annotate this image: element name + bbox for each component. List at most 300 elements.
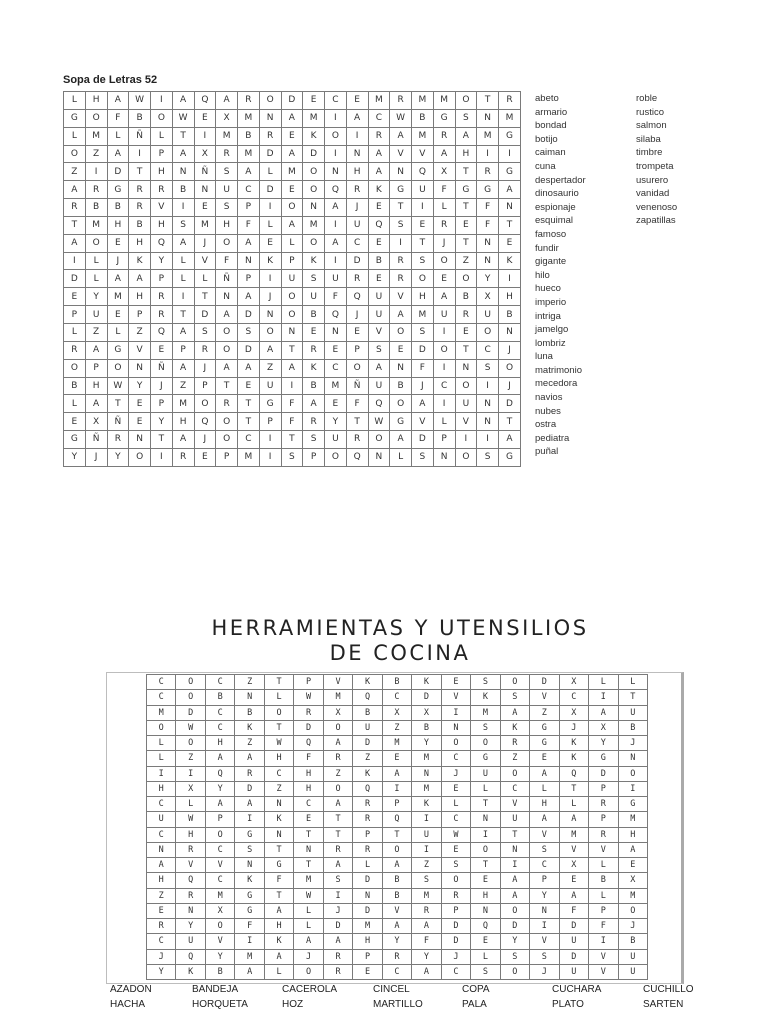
grid-cell[interactable]: A xyxy=(382,919,411,934)
grid-cell[interactable]: B xyxy=(129,109,151,127)
grid-cell[interactable]: A xyxy=(499,431,521,449)
grid-cell[interactable]: F xyxy=(477,199,499,217)
grid-cell[interactable]: A xyxy=(412,919,441,934)
grid-cell[interactable]: X xyxy=(559,705,588,720)
grid-cell[interactable]: H xyxy=(455,145,477,163)
grid-cell[interactable]: H xyxy=(85,92,107,110)
grid-cell[interactable]: L xyxy=(194,270,216,288)
grid-cell[interactable]: F xyxy=(264,873,293,888)
grid-cell[interactable]: C xyxy=(500,781,529,796)
grid-cell[interactable]: T xyxy=(107,395,129,413)
grid-cell[interactable]: S xyxy=(412,873,441,888)
grid-cell[interactable]: S xyxy=(471,720,500,735)
grid-cell[interactable]: W xyxy=(176,720,205,735)
grid-cell[interactable]: O xyxy=(303,234,325,252)
grid-cell[interactable]: V xyxy=(530,690,559,705)
grid-cell[interactable]: J xyxy=(294,949,323,964)
grid-cell[interactable]: O xyxy=(259,323,281,341)
grid-cell[interactable]: D xyxy=(559,919,588,934)
grid-cell[interactable]: A xyxy=(281,109,303,127)
grid-cell[interactable]: T xyxy=(64,216,86,234)
grid-cell[interactable]: G xyxy=(235,827,264,842)
grid-cell[interactable]: N xyxy=(471,903,500,918)
grid-cell[interactable]: S xyxy=(412,448,434,466)
grid-cell[interactable]: J xyxy=(346,199,368,217)
grid-cell[interactable]: L xyxy=(433,199,455,217)
grid-cell[interactable]: M xyxy=(412,306,434,324)
grid-cell[interactable]: O xyxy=(618,766,648,781)
grid-cell[interactable]: U xyxy=(412,181,434,199)
grid-cell[interactable]: N xyxy=(129,359,151,377)
grid-cell[interactable]: R xyxy=(176,888,205,903)
grid-cell[interactable]: R xyxy=(500,736,529,751)
grid-cell[interactable]: F xyxy=(238,216,260,234)
grid-cell[interactable]: U xyxy=(216,181,238,199)
grid-cell[interactable]: D xyxy=(353,736,382,751)
grid-cell[interactable]: Z xyxy=(500,751,529,766)
grid-cell[interactable]: M xyxy=(172,395,194,413)
grid-cell[interactable]: M xyxy=(412,781,441,796)
grid-cell[interactable]: U xyxy=(325,431,347,449)
grid-cell[interactable]: E xyxy=(346,323,368,341)
grid-cell[interactable]: H xyxy=(499,288,521,306)
grid-cell[interactable]: L xyxy=(85,270,107,288)
grid-cell[interactable]: J xyxy=(151,377,173,395)
grid-cell[interactable]: A xyxy=(323,934,352,949)
grid-cell[interactable]: N xyxy=(294,842,323,857)
grid-cell[interactable]: D xyxy=(559,949,588,964)
grid-cell[interactable]: A xyxy=(172,431,194,449)
grid-cell[interactable]: A xyxy=(281,216,303,234)
grid-cell[interactable]: D xyxy=(499,395,521,413)
grid-cell[interactable]: L xyxy=(618,675,648,690)
letter-grid-1[interactable] xyxy=(63,91,521,467)
grid-cell[interactable]: T xyxy=(238,413,260,431)
grid-cell[interactable]: T xyxy=(455,234,477,252)
grid-cell[interactable]: Z xyxy=(455,252,477,270)
grid-cell[interactable]: A xyxy=(500,705,529,720)
grid-cell[interactable]: K xyxy=(500,720,529,735)
grid-cell[interactable]: A xyxy=(368,359,390,377)
grid-cell[interactable]: I xyxy=(477,145,499,163)
grid-cell[interactable]: K xyxy=(353,766,382,781)
grid-cell[interactable]: I xyxy=(477,377,499,395)
grid-cell[interactable]: R xyxy=(216,145,238,163)
grid-cell[interactable]: O xyxy=(441,736,470,751)
grid-cell[interactable]: V xyxy=(589,842,618,857)
grid-cell[interactable]: U xyxy=(259,377,281,395)
grid-cell[interactable]: O xyxy=(216,323,238,341)
grid-cell[interactable]: M xyxy=(412,888,441,903)
grid-cell[interactable]: Y xyxy=(477,270,499,288)
grid-cell[interactable]: C xyxy=(382,964,411,979)
grid-cell[interactable]: P xyxy=(172,341,194,359)
grid-cell[interactable]: P xyxy=(441,903,470,918)
grid-cell[interactable]: M xyxy=(147,705,176,720)
grid-cell[interactable]: Z xyxy=(323,766,352,781)
grid-cell[interactable]: A xyxy=(390,127,412,145)
grid-cell[interactable]: F xyxy=(589,919,618,934)
grid-cell[interactable]: G xyxy=(499,163,521,181)
grid-cell[interactable]: X xyxy=(618,873,648,888)
grid-cell[interactable]: N xyxy=(325,163,347,181)
grid-cell[interactable]: T xyxy=(618,690,648,705)
grid-cell[interactable]: H xyxy=(346,163,368,181)
grid-cell[interactable]: B xyxy=(235,705,264,720)
grid-cell[interactable]: Z xyxy=(264,781,293,796)
grid-cell[interactable]: H xyxy=(216,216,238,234)
grid-cell[interactable]: N xyxy=(471,812,500,827)
grid-cell[interactable]: X xyxy=(559,858,588,873)
grid-cell[interactable]: I xyxy=(259,199,281,217)
grid-cell[interactable]: D xyxy=(238,306,260,324)
grid-cell[interactable]: K xyxy=(303,359,325,377)
grid-cell[interactable]: R xyxy=(129,199,151,217)
grid-cell[interactable]: U xyxy=(433,306,455,324)
grid-cell[interactable]: Z xyxy=(147,888,176,903)
grid-cell[interactable]: C xyxy=(147,797,176,812)
grid-cell[interactable]: E xyxy=(471,934,500,949)
grid-cell[interactable]: O xyxy=(433,341,455,359)
grid-cell[interactable]: V xyxy=(390,145,412,163)
grid-cell[interactable]: V xyxy=(368,323,390,341)
grid-cell[interactable]: N xyxy=(346,145,368,163)
grid-cell[interactable]: S xyxy=(368,341,390,359)
grid-cell[interactable]: O xyxy=(176,736,205,751)
grid-cell[interactable]: A xyxy=(64,181,86,199)
grid-cell[interactable]: A xyxy=(172,92,194,110)
grid-cell[interactable]: G xyxy=(390,413,412,431)
grid-cell[interactable]: F xyxy=(281,413,303,431)
grid-cell[interactable]: Q xyxy=(325,306,347,324)
grid-cell[interactable]: Q xyxy=(151,234,173,252)
grid-cell[interactable]: I xyxy=(589,934,618,949)
grid-cell[interactable]: O xyxy=(281,199,303,217)
grid-cell[interactable]: X xyxy=(412,705,441,720)
grid-cell[interactable]: K xyxy=(176,964,205,979)
grid-cell[interactable]: O xyxy=(412,270,434,288)
grid-cell[interactable]: Q xyxy=(382,812,411,827)
grid-cell[interactable]: P xyxy=(433,431,455,449)
grid-cell[interactable]: V xyxy=(559,842,588,857)
grid-cell[interactable]: A xyxy=(368,145,390,163)
grid-cell[interactable]: O xyxy=(194,395,216,413)
grid-cell[interactable]: H xyxy=(294,766,323,781)
grid-cell[interactable]: E xyxy=(325,395,347,413)
grid-cell[interactable]: O xyxy=(500,766,529,781)
grid-cell[interactable]: N xyxy=(618,751,648,766)
grid-cell[interactable]: D xyxy=(259,181,281,199)
grid-cell[interactable]: B xyxy=(238,127,260,145)
grid-cell[interactable]: S xyxy=(412,252,434,270)
grid-cell[interactable]: F xyxy=(412,359,434,377)
grid-cell[interactable]: U xyxy=(455,395,477,413)
grid-cell[interactable]: E xyxy=(455,216,477,234)
grid-cell[interactable]: A xyxy=(390,431,412,449)
grid-cell[interactable]: A xyxy=(259,341,281,359)
grid-cell[interactable]: F xyxy=(281,395,303,413)
grid-cell[interactable]: Y xyxy=(151,413,173,431)
grid-cell[interactable]: R xyxy=(303,413,325,431)
grid-cell[interactable]: S xyxy=(194,323,216,341)
grid-cell[interactable]: M xyxy=(499,109,521,127)
grid-cell[interactable]: B xyxy=(382,888,411,903)
grid-cell[interactable]: H xyxy=(471,888,500,903)
grid-cell[interactable]: T xyxy=(194,288,216,306)
grid-cell[interactable]: W xyxy=(294,888,323,903)
grid-cell[interactable]: V xyxy=(412,145,434,163)
grid-cell[interactable]: U xyxy=(346,216,368,234)
grid-cell[interactable]: H xyxy=(147,873,176,888)
grid-cell[interactable]: F xyxy=(294,751,323,766)
grid-cell[interactable]: M xyxy=(471,705,500,720)
grid-cell[interactable]: C xyxy=(205,873,234,888)
grid-cell[interactable]: L xyxy=(64,92,86,110)
grid-cell[interactable]: N xyxy=(477,252,499,270)
grid-cell[interactable]: G xyxy=(589,751,618,766)
grid-cell[interactable]: M xyxy=(368,92,390,110)
grid-cell[interactable]: E xyxy=(368,234,390,252)
grid-cell[interactable]: D xyxy=(235,781,264,796)
grid-cell[interactable]: U xyxy=(281,270,303,288)
grid-cell[interactable]: Q xyxy=(471,919,500,934)
grid-cell[interactable]: B xyxy=(499,306,521,324)
grid-cell[interactable]: S xyxy=(216,199,238,217)
grid-cell[interactable]: R xyxy=(64,199,86,217)
grid-cell[interactable]: S xyxy=(238,323,260,341)
grid-cell[interactable]: O xyxy=(216,431,238,449)
grid-cell[interactable]: E xyxy=(194,448,216,466)
grid-cell[interactable]: L xyxy=(281,234,303,252)
grid-cell[interactable]: V xyxy=(589,949,618,964)
grid-cell[interactable]: Y xyxy=(412,736,441,751)
grid-cell[interactable]: J xyxy=(346,306,368,324)
grid-cell[interactable]: O xyxy=(390,323,412,341)
grid-cell[interactable]: D xyxy=(441,934,470,949)
grid-cell[interactable]: K xyxy=(559,736,588,751)
grid-cell[interactable]: U xyxy=(325,270,347,288)
grid-cell[interactable]: N xyxy=(455,359,477,377)
grid-cell[interactable]: D xyxy=(412,690,441,705)
grid-cell[interactable]: Q xyxy=(412,163,434,181)
grid-cell[interactable]: H xyxy=(412,288,434,306)
grid-cell[interactable]: E xyxy=(294,812,323,827)
grid-cell[interactable]: A xyxy=(433,288,455,306)
grid-cell[interactable]: K xyxy=(303,127,325,145)
grid-cell[interactable]: O xyxy=(455,92,477,110)
grid-cell[interactable]: D xyxy=(303,145,325,163)
grid-cell[interactable]: Z xyxy=(85,323,107,341)
grid-cell[interactable]: F xyxy=(346,395,368,413)
grid-cell[interactable]: A xyxy=(433,145,455,163)
grid-cell[interactable]: J xyxy=(618,736,648,751)
grid-cell[interactable]: W xyxy=(264,736,293,751)
grid-cell[interactable]: O xyxy=(323,781,352,796)
grid-cell[interactable]: I xyxy=(235,934,264,949)
grid-cell[interactable]: U xyxy=(176,934,205,949)
grid-cell[interactable]: L xyxy=(85,252,107,270)
grid-cell[interactable]: U xyxy=(412,827,441,842)
grid-cell[interactable]: P xyxy=(353,949,382,964)
grid-cell[interactable]: C xyxy=(205,675,234,690)
grid-cell[interactable]: I xyxy=(412,199,434,217)
grid-cell[interactable]: Ñ xyxy=(85,431,107,449)
grid-cell[interactable]: F xyxy=(325,288,347,306)
grid-cell[interactable]: V xyxy=(455,413,477,431)
grid-cell[interactable]: T xyxy=(455,341,477,359)
grid-cell[interactable]: T xyxy=(264,842,293,857)
grid-cell[interactable]: K xyxy=(264,934,293,949)
grid-cell[interactable]: T xyxy=(151,431,173,449)
grid-cell[interactable]: S xyxy=(471,675,500,690)
grid-cell[interactable]: R xyxy=(107,431,129,449)
grid-cell[interactable]: P xyxy=(353,827,382,842)
grid-cell[interactable]: Z xyxy=(176,751,205,766)
grid-cell[interactable]: D xyxy=(238,341,260,359)
grid-cell[interactable]: I xyxy=(471,827,500,842)
grid-cell[interactable]: Q xyxy=(353,781,382,796)
grid-cell[interactable]: N xyxy=(412,766,441,781)
grid-cell[interactable]: E xyxy=(368,270,390,288)
grid-cell[interactable]: T xyxy=(264,720,293,735)
grid-cell[interactable]: I xyxy=(499,270,521,288)
grid-cell[interactable]: P xyxy=(281,252,303,270)
grid-cell[interactable]: O xyxy=(64,145,86,163)
grid-cell[interactable]: I xyxy=(323,888,352,903)
grid-cell[interactable]: L xyxy=(589,675,618,690)
grid-cell[interactable]: R xyxy=(85,181,107,199)
grid-cell[interactable]: A xyxy=(107,270,129,288)
grid-cell[interactable]: A xyxy=(325,199,347,217)
grid-cell[interactable]: O xyxy=(281,288,303,306)
grid-cell[interactable]: I xyxy=(325,145,347,163)
grid-cell[interactable]: T xyxy=(323,827,352,842)
grid-cell[interactable]: W xyxy=(294,690,323,705)
grid-cell[interactable]: C xyxy=(238,431,260,449)
grid-cell[interactable]: R xyxy=(382,949,411,964)
grid-cell[interactable]: Z xyxy=(382,720,411,735)
grid-cell[interactable]: M xyxy=(323,690,352,705)
grid-cell[interactable]: M xyxy=(238,448,260,466)
grid-cell[interactable]: P xyxy=(589,812,618,827)
grid-cell[interactable]: J xyxy=(194,431,216,449)
grid-cell[interactable]: S xyxy=(281,448,303,466)
grid-cell[interactable]: R xyxy=(477,163,499,181)
grid-cell[interactable]: N xyxy=(172,163,194,181)
grid-cell[interactable]: E xyxy=(107,306,129,324)
grid-cell[interactable]: R xyxy=(390,252,412,270)
grid-cell[interactable]: Ñ xyxy=(129,127,151,145)
grid-cell[interactable]: A xyxy=(281,145,303,163)
grid-cell[interactable]: F xyxy=(216,252,238,270)
grid-cell[interactable]: O xyxy=(368,431,390,449)
grid-cell[interactable]: L xyxy=(151,127,173,145)
grid-cell[interactable]: S xyxy=(323,873,352,888)
grid-cell[interactable]: L xyxy=(64,323,86,341)
grid-cell[interactable]: V xyxy=(129,341,151,359)
grid-cell[interactable]: O xyxy=(129,448,151,466)
grid-cell[interactable]: R xyxy=(151,306,173,324)
grid-cell[interactable]: M xyxy=(216,127,238,145)
grid-cell[interactable]: A xyxy=(325,234,347,252)
grid-cell[interactable]: Y xyxy=(412,949,441,964)
grid-cell[interactable]: W xyxy=(107,377,129,395)
grid-cell[interactable]: B xyxy=(129,216,151,234)
grid-cell[interactable]: Z xyxy=(85,145,107,163)
grid-cell[interactable]: E xyxy=(471,873,500,888)
grid-cell[interactable]: N xyxy=(129,431,151,449)
grid-cell[interactable]: I xyxy=(412,842,441,857)
grid-cell[interactable]: Ñ xyxy=(151,359,173,377)
grid-cell[interactable]: R xyxy=(323,751,352,766)
grid-cell[interactable]: U xyxy=(500,812,529,827)
grid-cell[interactable]: I xyxy=(433,359,455,377)
grid-cell[interactable]: E xyxy=(412,216,434,234)
grid-cell[interactable]: O xyxy=(441,873,470,888)
grid-cell[interactable]: K xyxy=(499,252,521,270)
grid-cell[interactable]: W xyxy=(390,109,412,127)
grid-cell[interactable]: O xyxy=(303,163,325,181)
grid-cell[interactable]: O xyxy=(64,359,86,377)
grid-cell[interactable]: M xyxy=(618,888,648,903)
grid-cell[interactable]: P xyxy=(294,675,323,690)
grid-cell[interactable]: R xyxy=(176,842,205,857)
grid-cell[interactable]: I xyxy=(346,127,368,145)
grid-cell[interactable]: O xyxy=(176,690,205,705)
grid-cell[interactable]: I xyxy=(618,781,648,796)
grid-cell[interactable]: B xyxy=(64,377,86,395)
grid-cell[interactable]: O xyxy=(147,720,176,735)
grid-cell[interactable]: V xyxy=(205,934,234,949)
grid-cell[interactable]: I xyxy=(412,812,441,827)
grid-cell[interactable]: K xyxy=(235,720,264,735)
grid-cell[interactable]: C xyxy=(264,766,293,781)
grid-cell[interactable]: C xyxy=(205,705,234,720)
grid-cell[interactable]: Q xyxy=(346,288,368,306)
grid-cell[interactable]: B xyxy=(172,181,194,199)
grid-cell[interactable]: H xyxy=(618,827,648,842)
grid-cell[interactable]: A xyxy=(264,903,293,918)
grid-cell[interactable]: H xyxy=(264,919,293,934)
grid-cell[interactable]: T xyxy=(172,306,194,324)
grid-cell[interactable]: Ñ xyxy=(346,377,368,395)
grid-cell[interactable]: U xyxy=(147,812,176,827)
grid-cell[interactable]: Y xyxy=(205,781,234,796)
grid-cell[interactable]: J xyxy=(499,377,521,395)
grid-cell[interactable]: T xyxy=(281,341,303,359)
grid-cell[interactable]: R xyxy=(353,812,382,827)
grid-cell[interactable]: Y xyxy=(107,448,129,466)
grid-cell[interactable]: R xyxy=(303,341,325,359)
grid-cell[interactable]: I xyxy=(85,163,107,181)
grid-cell[interactable]: Y xyxy=(500,934,529,949)
grid-cell[interactable]: A xyxy=(368,163,390,181)
grid-cell[interactable]: N xyxy=(303,199,325,217)
grid-cell[interactable]: I xyxy=(147,766,176,781)
grid-cell[interactable]: V xyxy=(530,827,559,842)
grid-cell[interactable]: A xyxy=(107,145,129,163)
grid-cell[interactable]: T xyxy=(477,92,499,110)
grid-cell[interactable]: H xyxy=(530,797,559,812)
grid-cell[interactable]: O xyxy=(390,395,412,413)
grid-cell[interactable]: R xyxy=(433,216,455,234)
grid-cell[interactable]: K xyxy=(353,675,382,690)
grid-cell[interactable]: Y xyxy=(382,934,411,949)
grid-cell[interactable]: L xyxy=(471,949,500,964)
grid-cell[interactable]: Y xyxy=(176,919,205,934)
grid-cell[interactable]: A xyxy=(390,306,412,324)
grid-cell[interactable]: X xyxy=(205,903,234,918)
